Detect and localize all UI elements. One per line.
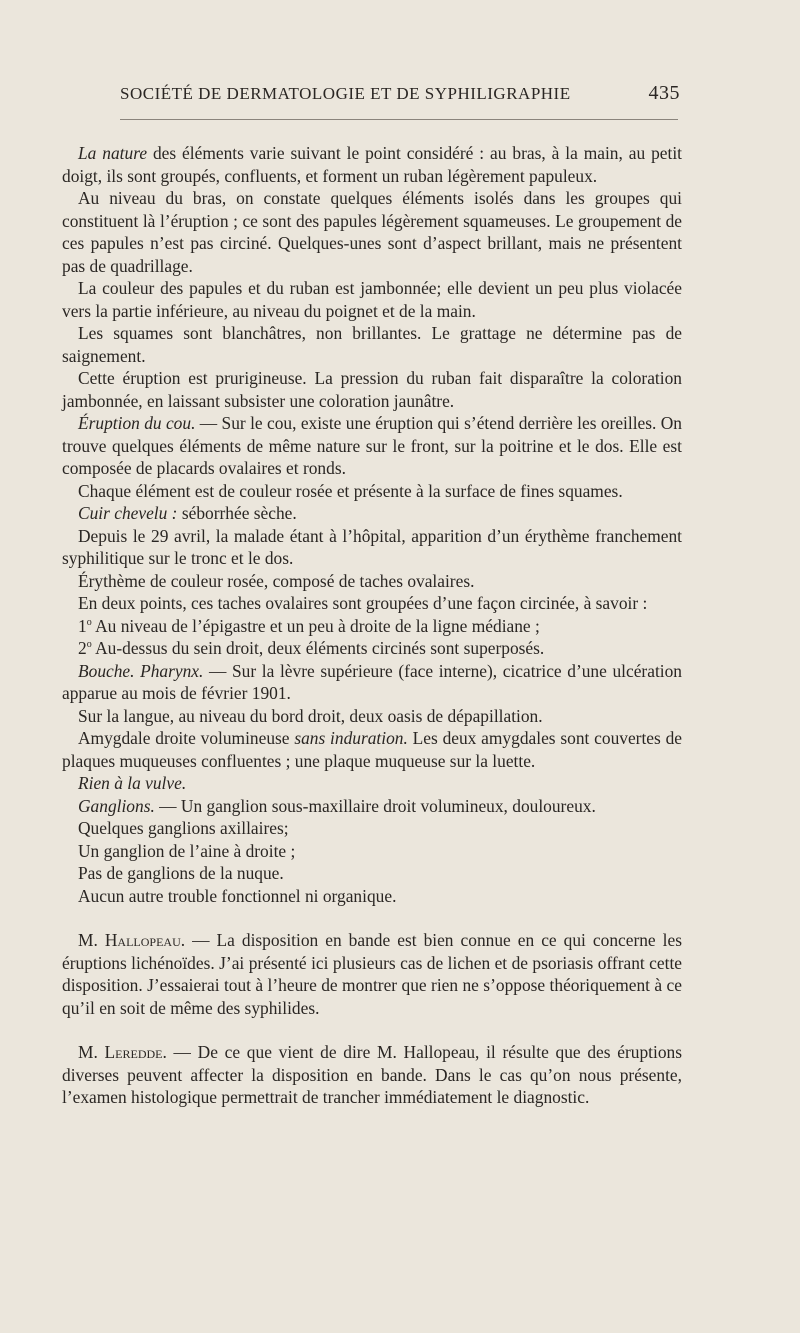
paragraph-lead: Ganglions. [78, 795, 155, 816]
speaker-name: Hallopeau. [104, 930, 186, 950]
paragraph-lead: Bouche. Pharynx. [78, 660, 204, 681]
paragraph-text: Quelques ganglions axillaires; [78, 818, 289, 838]
list-number: 2 [78, 638, 87, 658]
paragraph-text: séborrhée sèche. [177, 503, 297, 523]
paragraph [62, 277, 682, 322]
speaker-prefix: M. [78, 1042, 105, 1062]
body-text [62, 142, 682, 1109]
paragraph-text: — Un ganglion sous-maxillaire droit volumineux, douloureux. [154, 795, 596, 816]
paragraph-text: Pas de ganglions de la nuque. [78, 863, 284, 883]
page-number: 435 [648, 82, 680, 104]
paragraph [62, 705, 682, 728]
paragraph [62, 502, 682, 525]
paragraph-lead: La nature [78, 143, 148, 163]
paragraph-text: — Sur le cou, existe une éruption qui s’étend derrière les oreilles. On trouve quelques éléments de même nature sur le front, sur la poitrine et le dos. Elle est composée de placards ovalaires et ronds. [62, 413, 682, 478]
paragraph-lead: Cuir chevelu : [78, 503, 178, 523]
list-item [62, 637, 682, 660]
paragraph [62, 772, 682, 795]
paragraph [62, 885, 682, 908]
paragraph-text: Un ganglion de l’aine à droite ; [78, 840, 296, 861]
header-rule [120, 119, 678, 120]
paragraph [62, 142, 682, 187]
paragraph [62, 367, 682, 412]
speaker-paragraph [62, 1041, 682, 1109]
running-title: SOCIÉTÉ DE DERMATOLOGIE ET DE SYPHILIGRAPHIE [120, 84, 571, 103]
paragraph [62, 817, 682, 840]
paragraph-text: Sur la langue, au niveau du bord droit, deux oasis de dépapillation. [78, 705, 543, 726]
paragraph-text: — De ce que vient de dire M. Hallopeau, il résulte que des éruptions diverses peuvent affecter la disposition en bande. Dans le cas qu’on nous présente, l’examen histologique permettrait de trancher immédiatement le diagnostic. [62, 1042, 682, 1107]
list-item [62, 615, 682, 638]
paragraph-text: La couleur des papules et du ruban est jambonnée; elle devient un peu plus violacée vers la partie inférieure, au niveau du poignet et de la main. [62, 278, 682, 321]
ordinal-mark: o [86, 616, 92, 628]
paragraph-text: Les squames sont blanchâtres, non brillantes. Le grattage ne détermine pas de saignement. [62, 323, 682, 366]
paragraph [62, 840, 682, 863]
speaker-paragraph [62, 929, 682, 1019]
paragraph-text: Depuis le 29 avril, la malade étant à l’hôpital, apparition d’un érythème franchement syphilitique sur le tronc et le dos. [62, 525, 682, 568]
paragraph-text: Chaque élément est de couleur rosée et présente à la surface de fines squames. [78, 480, 623, 501]
paragraph-text: Aucun autre trouble fonctionnel ni organique. [78, 885, 397, 906]
paragraph [62, 795, 682, 818]
paragraph-text: Au-dessus du sein droit, deux éléments circinés sont superposés. [91, 638, 545, 658]
speaker-prefix: M. [78, 930, 105, 950]
ordinal-mark: o [86, 639, 92, 651]
paragraph-text: des éléments varie suivant le point considéré : au bras, à la main, au petit doigt, ils sont groupés, confluents, et forment un ruban légèrement papuleux. [62, 143, 682, 186]
paragraph-text: Amygdale droite volumineuse [78, 728, 295, 748]
paragraph-text: Au niveau du bras, on constate quelques éléments isolés dans les groupes qui constituent là l’éruption ; ce sont des papules légèrement squameuses. Le groupement de ces papules n’est pas circiné. Quelques-unes sont d’aspect brillant, mais ne présentent pas de quadrillage. [62, 188, 682, 276]
paragraph [62, 660, 682, 705]
paragraph-lead: Rien à la vulve. [78, 773, 187, 793]
paragraph-text: Au niveau de l’épigastre et un peu à droite de la ligne médiane ; [91, 615, 540, 636]
paragraph [62, 412, 682, 480]
paragraph [62, 727, 682, 772]
list-number: 1 [78, 615, 87, 636]
paragraph-text: Les deux amygdales sont couvertes de plaques muqueuses confluentes ; une plaque muqueuse sur la luette. [62, 728, 683, 771]
running-header [120, 84, 680, 110]
paragraph-text: — Sur la lèvre supérieure (face interne), cicatrice d’une ulcération apparue au mois de février 1901. [62, 660, 682, 703]
paragraph-text: En deux points, ces taches ovalaires sont groupées d’une façon circinée, à savoir : [78, 593, 648, 613]
paragraph-emphasis: sans induration. [294, 728, 408, 748]
paragraph [62, 862, 682, 885]
paragraph [62, 480, 682, 503]
paragraph-text: — La disposition en bande est bien connue en ce qui concerne les éruptions lichénoïdes. J’ai présenté ici plusieurs cas de lichen et de psoriasis offrant cette disposition. J’essaierai tout à l’heure de montrer que rien ne s’oppose théoriquement à ce qu’il en soit de même des syphilides. [62, 930, 682, 1018]
paragraph [62, 592, 682, 615]
paragraph [62, 187, 682, 277]
speaker-name: Leredde. [104, 1042, 167, 1062]
paragraph-lead: Éruption du cou. [78, 413, 196, 433]
paragraph-text: Cette éruption est prurigineuse. La pression du ruban fait disparaître la coloration jambonnée, en laissant subsister une coloration jaunâtre. [62, 368, 682, 411]
paragraph [62, 525, 682, 570]
paragraph-text: Érythème de couleur rosée, composé de taches ovalaires. [78, 570, 475, 591]
paragraph [62, 322, 682, 367]
paragraph [62, 570, 682, 593]
